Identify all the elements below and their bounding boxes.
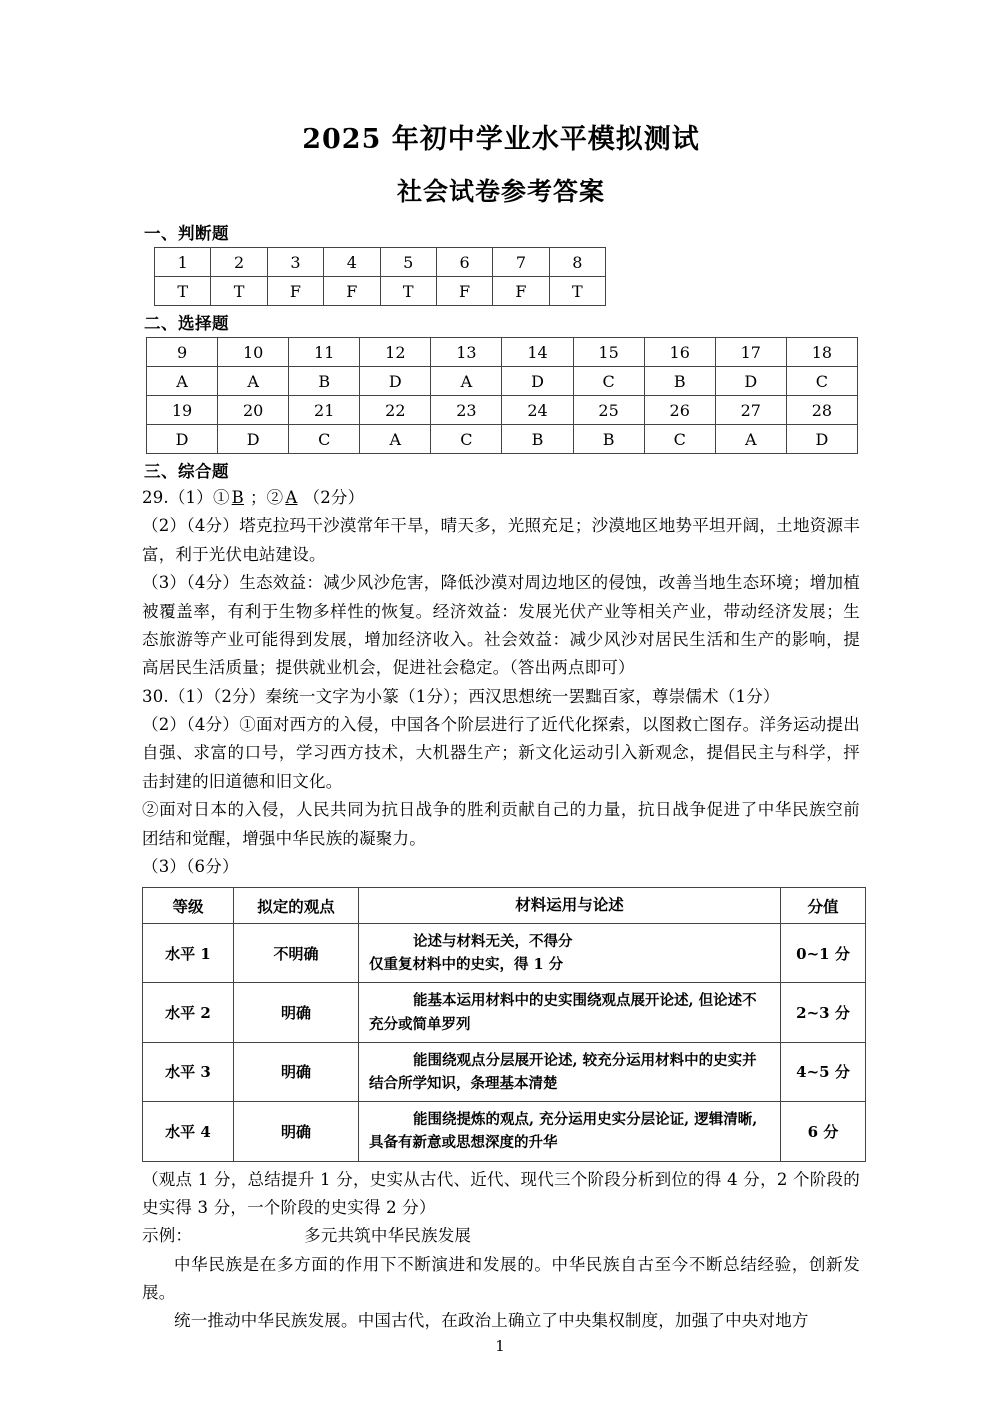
scoring-note: （观点 1 分，总结提升 1 分，史实从古代、近代、现代三个阶段分析到位的得 4 分，2 个阶段的史实得 3 分，一个阶段的史实得 2 分） <box>142 1169 860 1217</box>
table-cell: A <box>715 425 786 454</box>
table-cell: 20 <box>218 396 289 425</box>
q29-answer-1: B <box>231 488 244 507</box>
table-cell: 7 <box>493 248 549 277</box>
judgment-answers-table <box>154 247 606 306</box>
q29-part1-suffix: （2分） <box>303 488 365 507</box>
rubric-view: 明确 <box>234 1102 359 1161</box>
rubric-view: 明确 <box>234 1042 359 1101</box>
rubric-level: 水平 2 <box>143 983 234 1042</box>
rubric-row-level4 <box>143 1102 866 1161</box>
section-heading-choice: 二、选择题 <box>144 314 229 333</box>
rubric-desc-line1: 能围绕观点分层展开论述, 较充分运用材料中的史实并 <box>413 1051 757 1069</box>
table-cell: 28 <box>786 396 857 425</box>
table-cell: F <box>493 277 549 306</box>
table-cell: 13 <box>431 338 502 367</box>
example-label: 示例： <box>142 1226 193 1246</box>
table-cell: D <box>786 425 857 454</box>
table-cell: 16 <box>644 338 715 367</box>
section-heading-judgment: 一、判断题 <box>144 224 229 243</box>
rubric-score: 0~1 分 <box>781 924 866 983</box>
table-cell: A <box>218 367 289 396</box>
table-cell: D <box>502 367 573 396</box>
rubric-desc-line2: 仅重复材料中的史实，得 1 分 <box>369 956 564 974</box>
q30-part2-a: （2）（4分）①面对西方的入侵，中国各个阶层进行了近代化探索，以图救亡图存。洋务运动提出自强、求富的口号，学习西方技术，大机器生产；新文化运动引入新观念，提倡民主与科学，抨击封建的旧道德和旧文化。 <box>142 715 860 791</box>
table-cell: 21 <box>289 396 360 425</box>
rubric-score: 2~3 分 <box>781 983 866 1042</box>
rubric-desc-line2: 充分或简单罗列 <box>369 1015 471 1033</box>
table-cell: 8 <box>549 248 605 277</box>
q29-part2: （2）（4分）塔克拉玛干沙漠常年干旱，晴天多，光照充足；沙漠地区地势平坦开阔，土地资源丰富，利于光伏电站建设。 <box>142 516 860 564</box>
table-cell: D <box>218 425 289 454</box>
table-cell: 23 <box>431 396 502 425</box>
table-cell: 25 <box>573 396 644 425</box>
table-cell: 27 <box>715 396 786 425</box>
table-cell: 14 <box>502 338 573 367</box>
table-cell: A <box>360 425 431 454</box>
table-cell: C <box>786 367 857 396</box>
rubric-score: 6 分 <box>781 1102 866 1161</box>
document-body <box>142 120 860 1336</box>
table-cell: 22 <box>360 396 431 425</box>
table-row-numbers-2 <box>147 396 858 425</box>
rubric-desc <box>359 983 781 1042</box>
table-cell: C <box>289 425 360 454</box>
table-row-answers-1 <box>147 367 858 396</box>
table-cell: T <box>380 277 436 306</box>
table-cell: 17 <box>715 338 786 367</box>
rubric-view: 明确 <box>234 983 359 1042</box>
example-paragraph-1: 中华民族是在多方面的作用下不断演进和发展的。中华民族自古至今不断总结经验，创新发展。 <box>142 1254 860 1303</box>
rubric-header-desc: 材料运用与论述 <box>359 888 781 924</box>
table-cell: B <box>573 425 644 454</box>
rubric-level: 水平 4 <box>143 1102 234 1161</box>
table-cell: T <box>155 277 211 306</box>
table-cell: 4 <box>324 248 380 277</box>
table-cell: 1 <box>155 248 211 277</box>
table-row-numbers <box>155 248 606 277</box>
rubric-desc <box>359 924 781 983</box>
rubric-header-level: 等级 <box>143 888 234 924</box>
q29-part1-prefix: 29.（1）① <box>142 488 230 507</box>
table-cell: B <box>289 367 360 396</box>
example-heading: 多元共筑中华民族发展 <box>304 1226 472 1246</box>
table-cell: 11 <box>289 338 360 367</box>
rubric-header-score: 分值 <box>781 888 866 924</box>
table-cell: F <box>436 277 492 306</box>
rubric-level: 水平 1 <box>143 924 234 983</box>
rubric-row-level1 <box>143 924 866 983</box>
rubric-desc-line1: 能围绕提炼的观点, 充分运用史实分层论证, 逻辑清晰, <box>413 1111 758 1129</box>
table-cell: 3 <box>267 248 323 277</box>
rubric-view: 不明确 <box>234 924 359 983</box>
rubric-row-level3 <box>143 1042 866 1101</box>
table-cell: 18 <box>786 338 857 367</box>
page-title: 2025 年初中学业水平模拟测试 <box>302 124 700 155</box>
table-cell: A <box>431 367 502 396</box>
rubric-header-view: 拟定的观点 <box>234 888 359 924</box>
table-cell: A <box>147 367 218 396</box>
choice-answers-table <box>146 337 858 454</box>
q29-part1-mid: ；② <box>249 488 284 507</box>
table-cell: D <box>360 367 431 396</box>
table-cell: C <box>573 367 644 396</box>
table-cell: 10 <box>218 338 289 367</box>
table-cell: B <box>644 367 715 396</box>
rubric-row-level2 <box>143 983 866 1042</box>
rubric-desc-line1: 能基本运用材料中的史实围绕观点展开论述, 但论述不 <box>413 992 757 1010</box>
page-number: 1 <box>495 1337 505 1355</box>
rubric-desc-line2: 结合所学知识，条理基本清楚 <box>369 1074 558 1092</box>
table-cell: 5 <box>380 248 436 277</box>
example-line <box>142 1222 860 1250</box>
table-cell: F <box>324 277 380 306</box>
table-cell: C <box>431 425 502 454</box>
table-cell: T <box>549 277 605 306</box>
table-cell: 12 <box>360 338 431 367</box>
table-cell: B <box>502 425 573 454</box>
table-cell: 6 <box>436 248 492 277</box>
rubric-desc <box>359 1102 781 1161</box>
q30-part3-label: （3）（6分） <box>142 856 239 876</box>
rubric-table <box>142 887 866 1161</box>
table-row-answers-2 <box>147 425 858 454</box>
table-row-answers <box>155 277 606 306</box>
rubric-desc-line2: 具备有新意或思想深度的升华 <box>369 1134 558 1152</box>
q30-part2-b: ②面对日本的入侵，人民共同为抗日战争的胜利贡献自己的力量，抗日战争促进了中华民族空前团结和觉醒，增强中华民族的凝聚力。 <box>142 800 860 848</box>
table-cell: D <box>147 425 218 454</box>
table-cell: C <box>644 425 715 454</box>
rubric-desc-line1: 论述与材料无关，不得分 <box>413 933 573 951</box>
table-cell: T <box>211 277 267 306</box>
rubric-level: 水平 3 <box>143 1042 234 1101</box>
rubric-header-row <box>143 888 866 924</box>
q29-part1 <box>142 484 860 512</box>
q30-part1: 30.（1）（2分）秦统一文字为小篆（1分）；西汉思想统一罢黜百家，尊崇儒术（1分） <box>142 686 780 706</box>
example-paragraph-2: 统一推动中华民族发展。中国古代，在政治上确立了中央集权制度，加强了中央对地方 <box>174 1311 809 1331</box>
table-row-numbers-1 <box>147 338 858 367</box>
table-cell: 19 <box>147 396 218 425</box>
q29-answer-2: A <box>285 488 298 507</box>
table-cell: F <box>267 277 323 306</box>
table-cell: D <box>715 367 786 396</box>
rubric-desc <box>359 1042 781 1101</box>
page-subtitle: 社会试卷参考答案 <box>396 176 605 206</box>
table-cell: 26 <box>644 396 715 425</box>
rubric-score: 4~5 分 <box>781 1042 866 1101</box>
table-cell: 24 <box>502 396 573 425</box>
q29-part3: （3）（4分）生态效益：减少风沙危害，降低沙漠对周边地区的侵蚀，改善当地生态环境；增加植被覆盖率，有利于生物多样性的恢复。经济效益：发展光伏产业等相关产业，带动经济发展；生态旅游等产业可能得到发展，增加经济收入。社会效益：减少风沙对居民生活和生产的影响，提高居民生活质量；提供就业机会，促进社会稳定。（答出两点即可） <box>142 573 860 678</box>
table-cell: 9 <box>147 338 218 367</box>
table-cell: 15 <box>573 338 644 367</box>
section-heading-comprehensive: 三、综合题 <box>144 462 229 481</box>
table-cell: 2 <box>211 248 267 277</box>
